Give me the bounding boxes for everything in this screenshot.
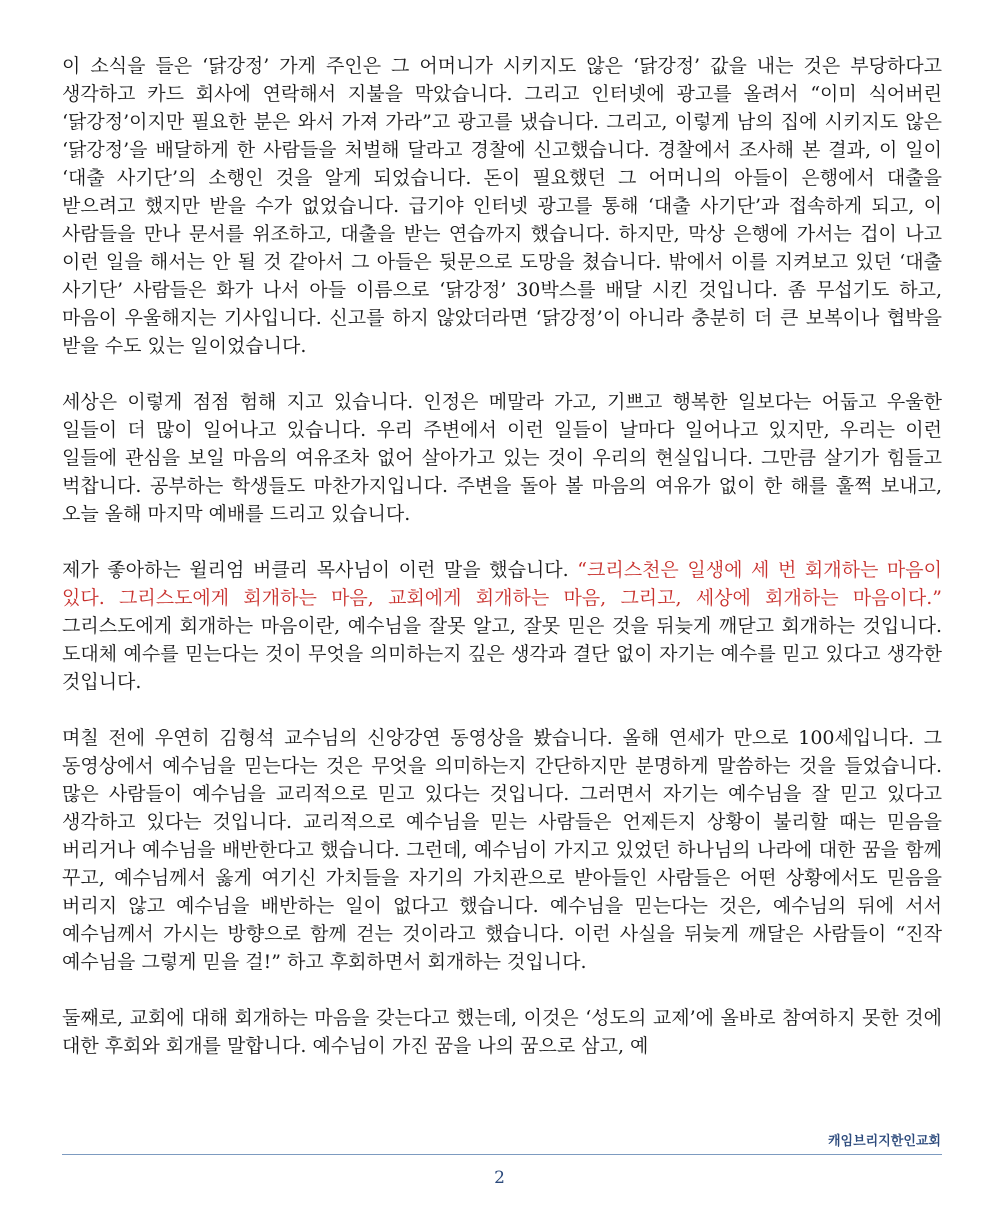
paragraph-5: 둘째로, 교회에 대해 회개하는 마음을 갖는다고 했는데, 이것은 ‘성도의 교제’에 올바로 참여하지 못한 것에 대한 후회와 회개를 말합니다. 예수님이 가진 꿈을 나의 꿈으로 삼고, 예	[62, 1007, 942, 1057]
paragraph-3-quote	[62, 556, 942, 696]
quote-explanation: 그리스도에게 회개하는 마음이란, 예수님을 잘못 알고, 잘못 믿은 것을 뒤늦게 깨닫고 회개하는 것입니다. 도대체 예수를 믿는다는 것이 무엇을 의미하는지 깊은 생각과 결단 없이 자기는 예수를 믿고 있다고 생각한 것입니다.	[62, 615, 942, 693]
paragraph-4: 며칠 전에 우연히 김형석 교수님의 신앙강연 동영상을 봤습니다. 올해 연세가 만으로 100세입니다. 그 동영상에서 예수님을 믿는다는 것은 무엇을 의미하는지 간단하지만 분명하게 말씀하는 것을 들었습니다. 많은 사람들이 예수님을 교리적으로 믿고 있다는 것입니다. 그러면서 자기는 예수님을 잘 믿고 있다고 생각하고 있다는 것입니다. 교리적으로 예수님을 믿는 사람들은 언제든지 상황이 불리할 때는 믿음을 버리거나 예수님을 배반한다고 했습니다. 그런데, 예수님이 가지고 있었던 하나님의 나라에 대한 꿈을 함께 꾸고, 예수님께서 옳게 여기신 가치들을 자기의 가치관으로 받아들인 사람들은 어떤 상황에서도 믿음을 버리지 않고 예수님을 배반하는 일이 없다고 했습니다. 예수님을 믿는다는 것은, 예수님의 뒤에 서서 예수님께서 가시는 방향으로 함께 걷는 것이라고 했습니다. 이런 사실을 뒤늦게 깨달은 사람들이 “진작 예수님을 그렇게 믿을 걸!” 하고 후회하면서 회개하는 것입니다.	[62, 727, 942, 973]
church-name: 캐임브리지한인교회	[827, 1134, 941, 1149]
paragraph-2: 세상은 이렇게 점점 험해 지고 있습니다. 인정은 메말라 가고, 기쁘고 행복한 일보다는 어둡고 우울한 일들이 더 많이 일어나고 있습니다. 우리 주변에서 이런 일들이 날마다 일어나고 있지만, 우리는 이런 일들에 관심을 보일 마음의 여유조차 없어 살아가고 있는 것이 우리의 현실입니다. 그만큼 살기가 힘들고 벅찹니다. 공부하는 학생들도 마찬가지입니다. 주변을 돌아 볼 마음의 여유가 없이 한 해를 훌쩍 보내고, 오늘 올해 마지막 예배를 드리고 있습니다.	[62, 391, 942, 525]
footer-divider	[62, 1154, 942, 1155]
page-number: 2	[494, 1168, 505, 1188]
page-body	[62, 52, 942, 1088]
red-quote: “크리스천은 일생에 세 번 회개하는 마음이 있다. 그리스도에게 회개하는 마음, 교회에게 회개하는 마음, 그리고, 세상에 회개하는 마음이다.”	[62, 559, 942, 609]
paragraph-1: 이 소식을 들은 ‘닭강정’ 가게 주인은 그 어머니가 시키지도 않은 ‘닭강정’ 값을 내는 것은 부당하다고 생각하고 카드 회사에 연락해서 지불을 막았습니다. 그리고 인터넷에 광고를 올려서 “이미 식어버린 ‘닭강정’이지만 필요한 분은 와서 가져 가라”고 광고를 냈습니다. 그리고, 이렇게 남의 집에 시키지도 않은 ‘닭강정’을 배달하게 한 사람들을 처벌해 달라고 경찰에 신고했습니다. 경찰에서 조사해 본 결과, 이 일이 ‘대출 사기단’의 소행인 것을 알게 되었습니다. 돈이 필요했던 그 어머니의 아들이 은행에서 대출을 받으려고 했지만 받을 수가 없었습니다. 급기야 인터넷 광고를 통해 ‘대출 사기단’과 접속하게 되고, 이 사람들을 만나 문서를 위조하고, 대출을 받는 연습까지 했습니다. 하지만, 막상 은행에 가서는 겁이 나고 이런 일을 해서는 안 될 것 같아서 그 아들은 뒷문으로 도망을 쳤습니다. 밖에서 이를 지켜보고 있던 ‘대출 사기단’ 사람들은 화가 나서 아들 이름으로 ‘닭강정’ 30박스를 배달 시킨 것입니다. 좀 무섭기도 하고, 마음이 우울해지는 기사입니다. 신고를 하지 않았더라면 ‘닭강정’이 아니라 충분히 더 큰 보복이나 협박을 받을 수도 있는 일이었습니다.	[62, 55, 942, 357]
quote-intro: 제가 좋아하는 윌리엄 버클리 목사님이 이런 말을 했습니다.	[62, 559, 578, 581]
